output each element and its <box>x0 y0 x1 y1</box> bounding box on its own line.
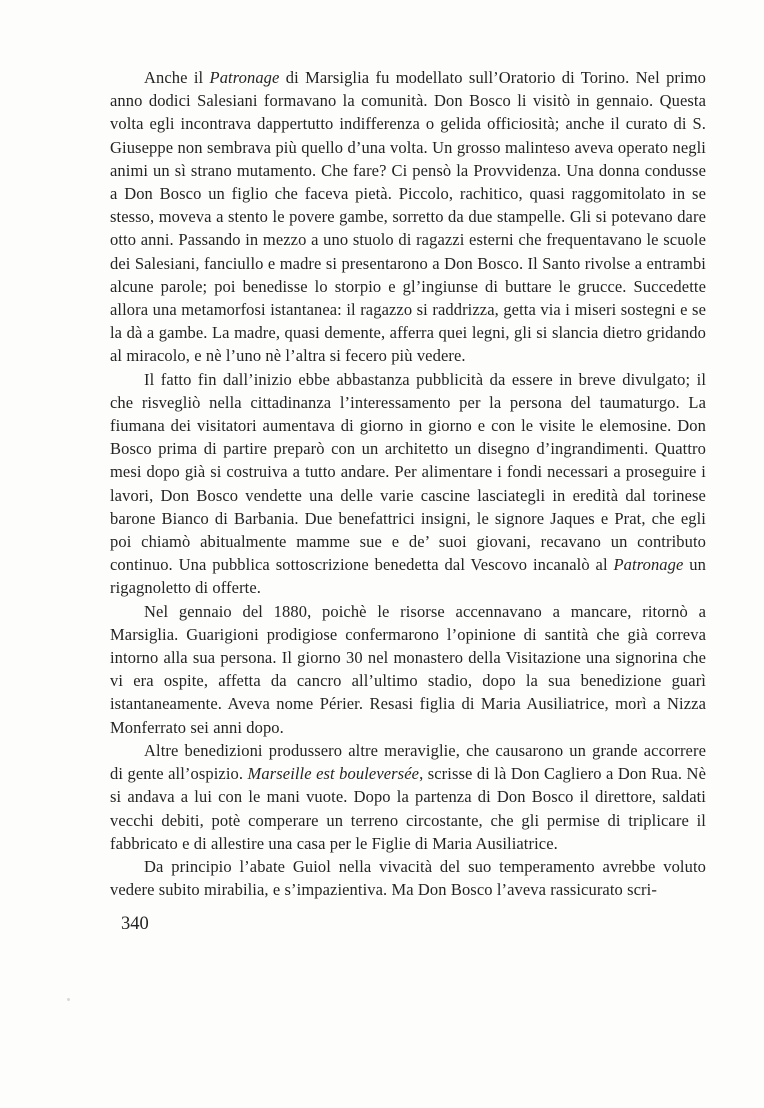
italic-text-run: Marseille est bouleversée <box>247 764 420 784</box>
text-run: , scrisse di là Don Cagliero a Don Rua. Nè si andava a lui con le mani vuote. Dopo la partenza di Don Bosco il direttore, saldati vecchi debiti, potè comperare un terreno circostante, che gli permise di triplicare il fabbricato e di allestire una casa per le Figlie di Maria Ausiliatrice. <box>110 764 706 853</box>
text-run: Altre benedizioni produssero altre meraviglie, che causarono un grande accorrere di gente all’ospizio. <box>110 740 706 784</box>
text-run: Da principio l’abate Guiol nella vivacità del suo temperamento avrebbe voluto vedere subito mirabilia, e s’impazientiva. Ma Don Bosco l’aveva rassicurato scri- <box>110 856 706 900</box>
paragraph <box>110 600 706 739</box>
text-run: di Marsiglia fu modellato sull’Oratorio di Torino. Nel primo anno dodici Salesiani formavano la comunità. Don Bosco li visitò in gennaio. Questa volta egli incontrava dappertutto indifferenza o gelida officiosità; anche il curato di S. Giuseppe non sembrava più quello d’una volta. Un grosso malinteso aveva operato negli animi un sì strano mutamento. Che fare? Ci pensò la Provvidenza. Una donna condusse a Don Bosco un figlio che faceva pietà. Piccolo, rachitico, quasi raggomitolato in se stesso, moveva a stento le povere gambe, sorretto da due stampelle. Gli si potevano dare otto anni. Passando in mezzo a uno stuolo di ragazzi esterni che frequentavano le scuole dei Salesiani, fanciullo e madre si presentarono a Don Bosco. Il Santo rivolse a entrambi alcune parole; poi benedisse lo storpio e gl’ingiunse di buttare le grucce. Succedette allora una metamorfosi istantanea: il ragazzo si raddrizza, getta via i miseri sostegni e se la dà a gambe. La madre, quasi demente, afferra quei legni, gli si slancia dietro gridando al miracolo, e nè l’uno nè l’altra si fecero più vedere. <box>110 68 706 366</box>
paragraph <box>110 855 706 901</box>
page-number: 340 <box>121 914 149 934</box>
text-block <box>110 66 706 901</box>
italic-text-run: Patronage <box>613 555 684 575</box>
paragraph <box>110 739 706 855</box>
text-run: Il fatto fin dall’inizio ebbe abbastanza pubblicità da essere in breve divulgato; il che risvegliò nella cittadinanza l’interessamento per la persona del taumaturgo. La fiumana dei visitatori aumentava di giorno in giorno e con le visite le elemosine. Don Bosco prima di partire preparò con un architetto un disegno d’ingrandimenti. Quattro mesi dopo già si costruiva a tutto andare. Per alimentare i fondi necessari a proseguire i lavori, Don Bosco vendette una delle varie cascine lasciategli in eredità dal torinese barone Bianco di Barbania. Due benefattrici insigni, le signore Jaques e Prat, che egli poi chiamò abitualmente mamme sue e de’ suoi giovani, recavano un contributo continuo. Una pubblica sottoscrizione benedetta dal Vescovo incanalò al <box>110 369 706 575</box>
text-run: Anche il <box>144 68 210 87</box>
paragraph <box>110 368 706 600</box>
italic-text-run: Patronage <box>209 68 280 87</box>
scan-speck <box>67 998 70 1001</box>
text-run: Nel gennaio del 1880, poichè le risorse accennavano a mancare, ritornò a Marsiglia. Guarigioni prodigiose confermarono l’opinione di santità che già correva intorno alla sua persona. Il giorno 30 nel monastero della Visitazione una signorina che vi era ospite, affetta da cancro all’ultimo stadio, dopo la sua benedizione guarì istantaneamente. Aveva nome Périer. Resasi figlia di Maria Ausiliatrice, morì a Nizza Monferrato sei anni dopo. <box>110 601 706 737</box>
text-run: un rigagnoletto di offerte. <box>110 555 706 598</box>
paragraph <box>110 66 706 368</box>
